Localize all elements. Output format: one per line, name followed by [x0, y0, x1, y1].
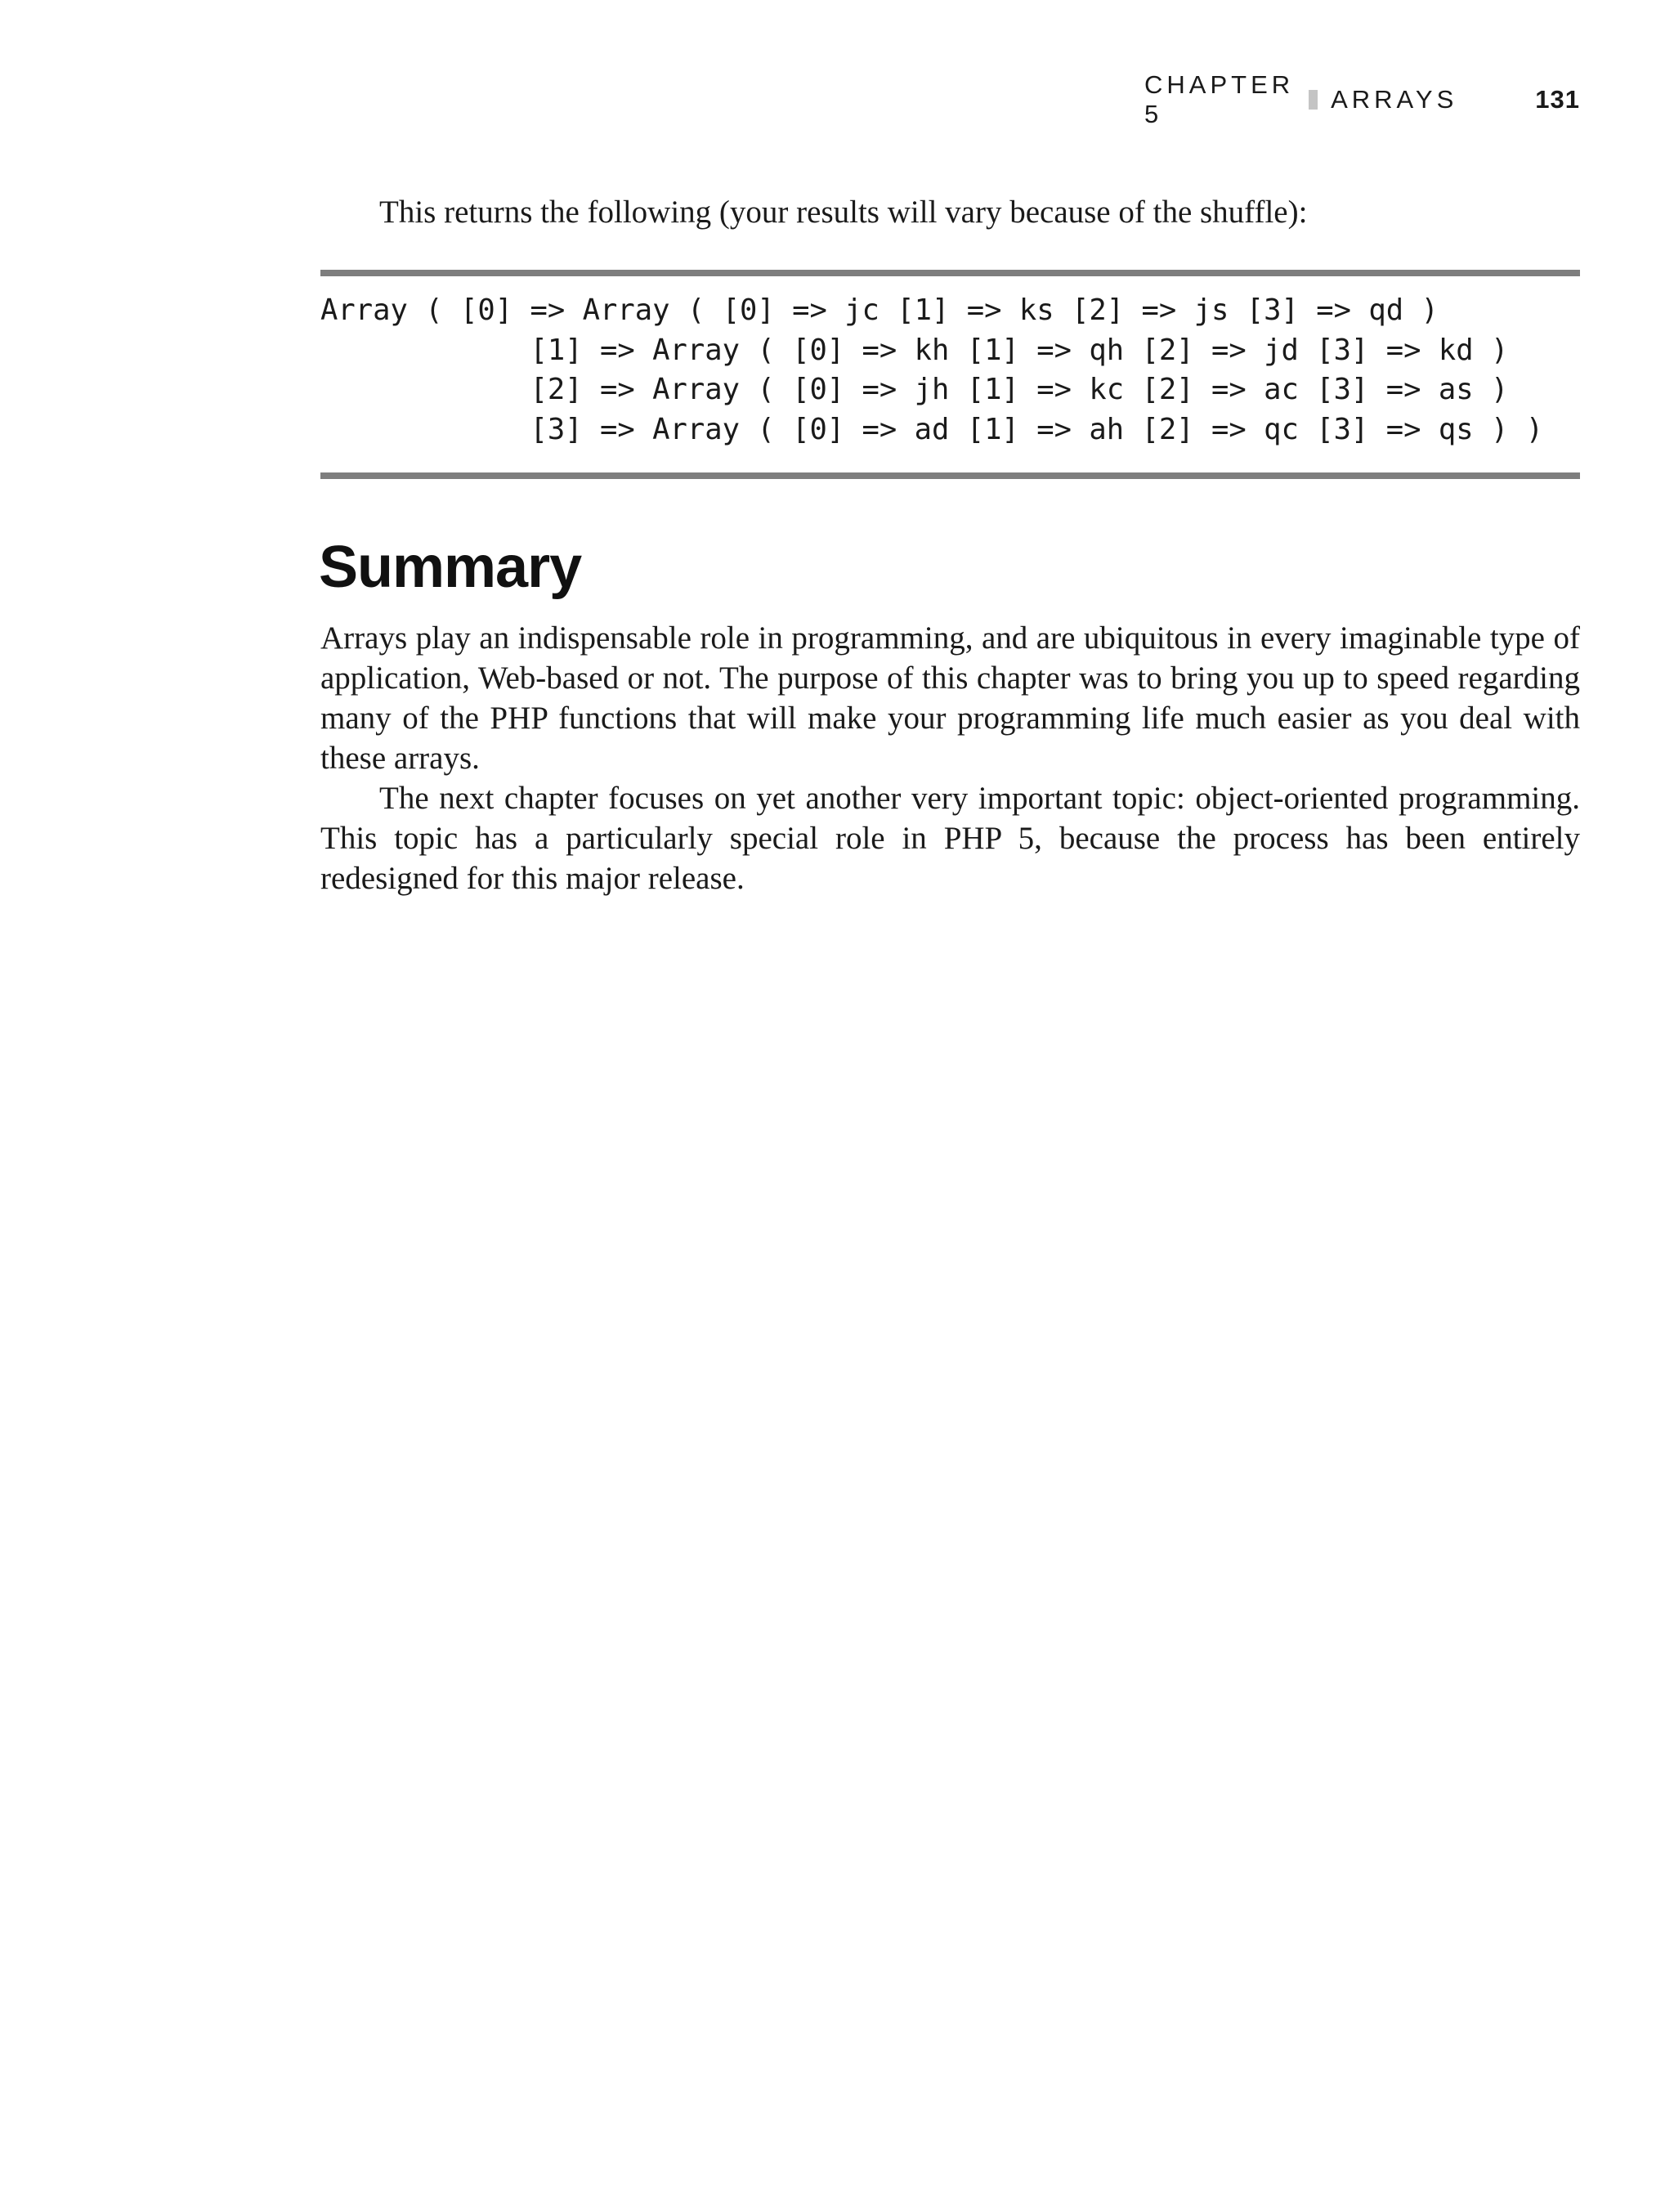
body-paragraph: The next chapter focuses on yet another very important topic: object-oriented programming. This topic has a particularly special role in PHP 5, because the process has been entirely redesigned for this major release.	[320, 781, 1580, 896]
separator-square-icon	[1309, 90, 1318, 110]
intro-paragraph: This returns the following (your results will vary because of the shuffle):	[379, 195, 1308, 230]
code-line: [3] => Array ( [0] => ad [1] => ah [2] => qc [3] => qs ) )	[320, 412, 1544, 446]
body-paragraph: Arrays play an indispensable role in programming, and are ubiquitous in every imaginable type of application, Web-based or not. The purpose of this chapter was to bring you up to speed regarding many of the PHP functions that will make your programming life much easier as you deal with these arrays.	[320, 620, 1580, 776]
running-head	[1144, 70, 1580, 128]
chapter-label: CHAPTER 5	[1144, 70, 1295, 128]
code-line: [1] => Array ( [0] => kh [1] => qh [2] => jd [3] => kd )	[320, 333, 1509, 367]
code-output-block	[320, 291, 1580, 450]
section-heading: Summary	[319, 535, 582, 600]
code-bottom-rule	[320, 472, 1580, 479]
chapter-title: ARRAYS	[1331, 85, 1458, 114]
page-number: 131	[1535, 85, 1580, 114]
code-line: Array ( [0] => Array ( [0] => jc [1] => ks [2] => js [3] => qd )	[320, 293, 1439, 327]
code-top-rule	[320, 270, 1580, 276]
code-line: [2] => Array ( [0] => jh [1] => kc [2] => ac [3] => as )	[320, 373, 1509, 406]
summary-body	[320, 618, 1580, 898]
